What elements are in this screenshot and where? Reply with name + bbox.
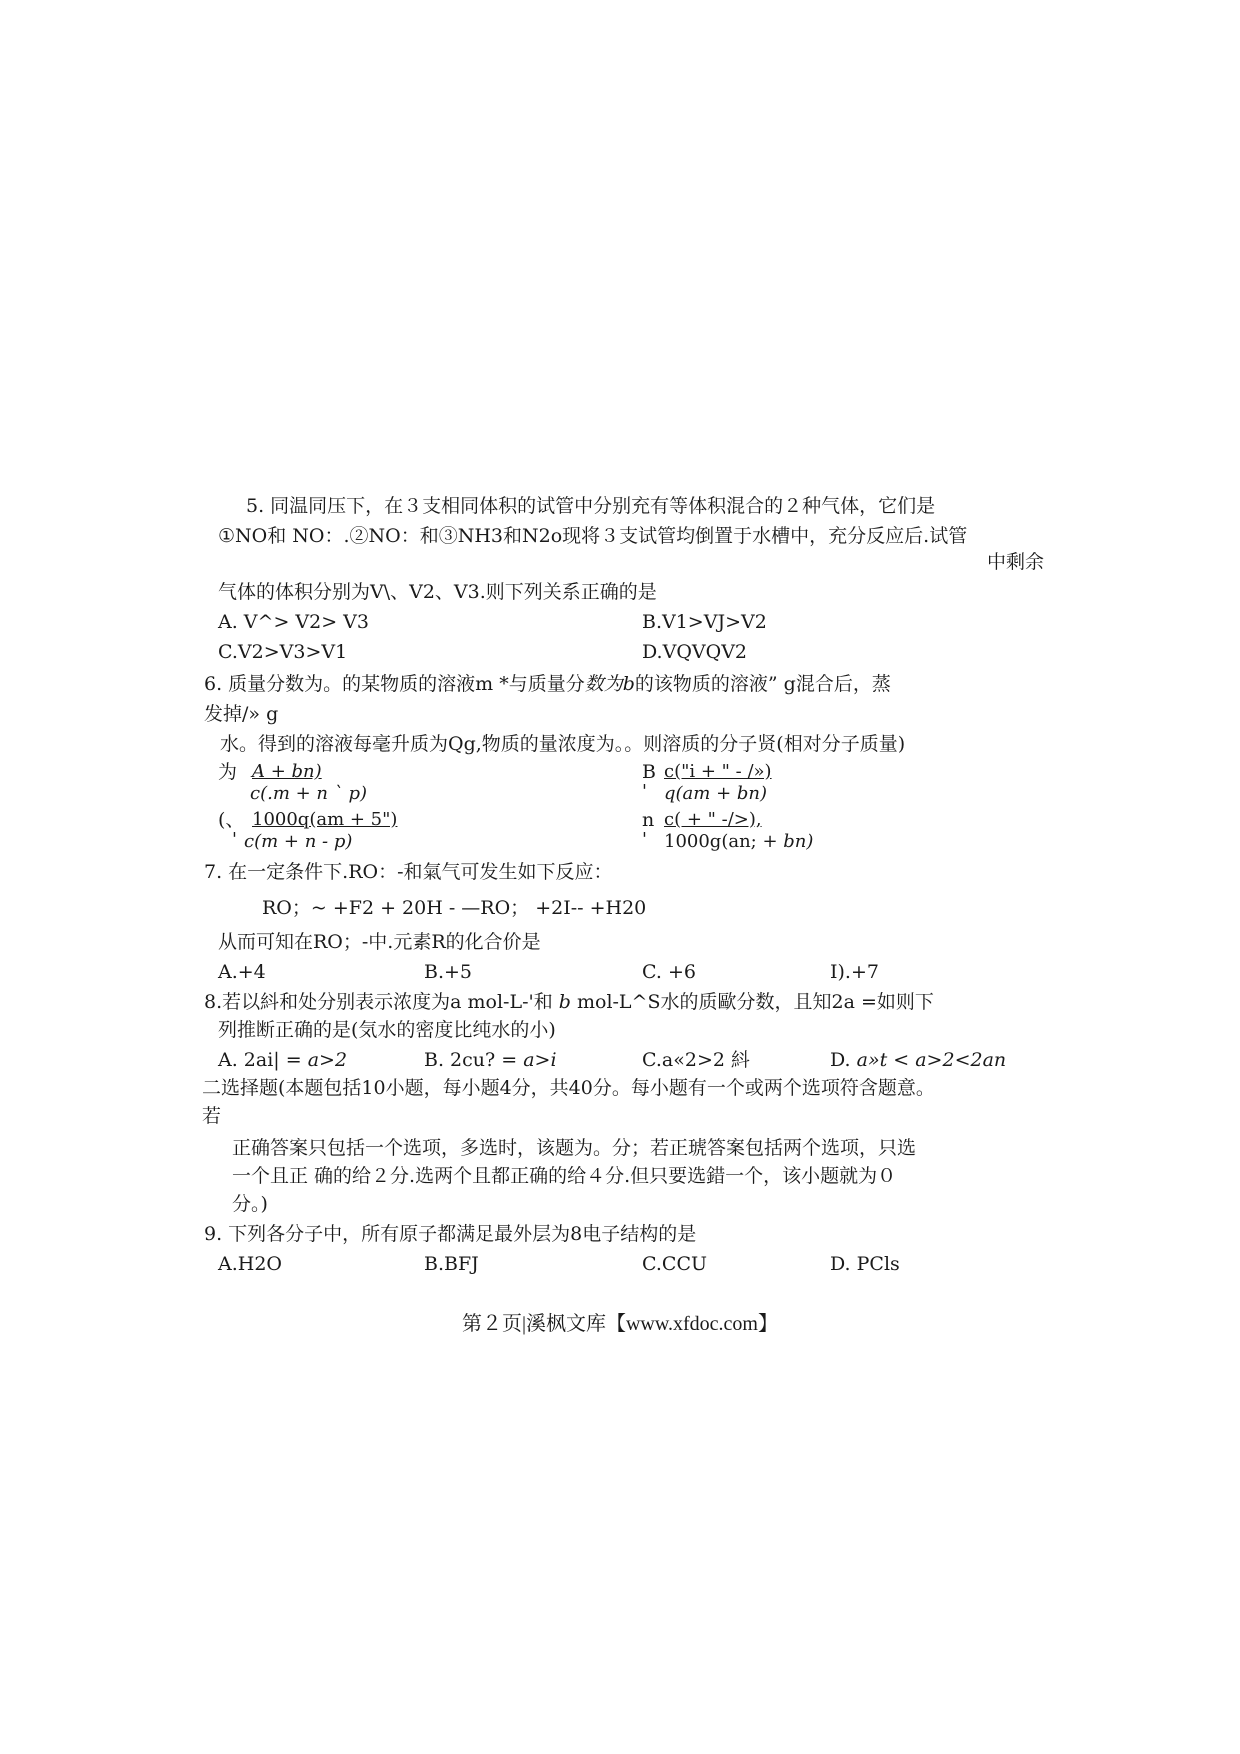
q5-option-b: B.V1>VJ>V2 <box>642 611 767 633</box>
q8-option-a-italic: a>2 <box>307 1049 348 1071</box>
q7-option-b: B.+5 <box>424 961 473 983</box>
section2-line2: 若 <box>202 1105 222 1127</box>
section2-line4: 一个且正 确的给２分.选两个且都正确的给４分.但只要选錯一个，该小题就为０ <box>232 1165 897 1187</box>
page-footer: 第２页|溪枫文库【www.xfdoc.com】 <box>461 1313 778 1335</box>
q8-stem-line1 <box>204 990 934 1014</box>
q6-option-d-prefix: n <box>642 809 655 831</box>
q6-option-a-prefix: 为 <box>218 761 238 783</box>
q6-option-a-denominator: c(.m + n ` p) <box>250 783 367 804</box>
q8-option-d <box>830 1048 1006 1072</box>
q6-option-b-mark: ' <box>642 781 647 802</box>
q6-stem-line2: 发掉/» g <box>204 703 279 725</box>
q5-option-d: D.VQVQV2 <box>642 641 748 663</box>
q6-option-c-numerator: 1000q(am + 5") <box>252 809 398 830</box>
q6-option-d-denominator-a: 1000g(an; <box>664 831 757 852</box>
q8-stem-line1-a: 8.若以紏和处分别表示浓度为a mol-L-'和 <box>204 991 553 1013</box>
q6-stem-line3: 水。得到的溶液每毫升质为Qg,物质的量浓度为。。则溶质的分子贤(相对分子质量) <box>220 733 906 755</box>
q7-option-d: I).+7 <box>830 961 879 983</box>
q6-option-d-denominator <box>664 832 813 852</box>
q8-option-a-text: A. 2ai| = <box>218 1049 308 1071</box>
q8-option-a <box>218 1048 347 1072</box>
q5-stem-line3: 中剩余 <box>986 551 1044 573</box>
q5-stem-line1: 5. 同温同压下，在３支相同体积的试管中分别充有等体积混合的２种气体，它们是 <box>246 495 936 517</box>
q8-option-c: C.a«2>2 紏 <box>642 1049 750 1071</box>
q5-stem-line2: ①NO和 NO：.②NO：和③NH3和N2o现将３支试管均倒置于水槽中，充分反应后.试管 <box>218 525 968 547</box>
q5-option-a: A. V^> V2> V3 <box>218 611 369 633</box>
q8-option-d-text: D. <box>830 1049 857 1071</box>
q7-stem-line1: 7. 在一定条件下.RO：-和氣气可发生如下反应： <box>204 861 613 883</box>
q8-stem-line1-b: b <box>558 991 571 1013</box>
q6-stem-line1-b: 数为b <box>584 673 635 695</box>
q6-option-c-denominator: c(m + n - p) <box>244 831 353 852</box>
q6-option-b-prefix: B <box>642 761 656 783</box>
q6-stem-line1-a: 6. 质量分数为。的某物质的溶液m *与质量分 <box>204 673 585 695</box>
section2-line1: 二选择题(本题包括10小题，每小题4分，共40分。每小题有一个或两个选项符含题意。 <box>202 1077 935 1099</box>
q6-stem-line1 <box>204 672 891 696</box>
q9-stem: 9. 下列各分子中，所有原子都满足最外层为8电子结构的是 <box>204 1223 697 1245</box>
q9-option-c: C.CCU <box>642 1253 707 1275</box>
q8-option-b-italic: a>i <box>523 1049 557 1071</box>
q8-option-b-text: B. 2cu? = <box>424 1049 524 1071</box>
q8-option-d-italic: a»t < a>2<2an <box>856 1049 1007 1071</box>
section2-line5: 分。) <box>232 1193 268 1215</box>
q9-option-d: D. PCls <box>830 1253 900 1275</box>
q6-option-c-mark: ' <box>232 829 237 850</box>
section2-line3: 正确答案只包括一个选项，多选时，该题为。分；若正琥答案包括两个选项，只选 <box>232 1137 917 1159</box>
q7-stem-line3: 从而可知在RO；-中.元素R的化合价是 <box>218 931 541 953</box>
q5-option-c: C.V2>V3>V1 <box>218 641 348 663</box>
q8-stem-line2: 列推断正确的是(気水的密度比纯水的小) <box>218 1019 556 1041</box>
q6-option-b-numerator: c("i + " - /») <box>664 761 772 782</box>
q6-option-b-denominator: q(am + bn) <box>664 783 768 804</box>
q6-option-c-prefix: (、 <box>218 809 245 831</box>
q5-stem-line4: 气体的体积分别为V\、V2、V3.则下列关系正确的是 <box>218 581 657 603</box>
q6-option-d-mark: ' <box>642 829 647 850</box>
q6-stem-line1-c: 的该物质的溶液” g混合后，蒸 <box>634 673 891 695</box>
q6-option-d-numerator: c( + " -/>), <box>664 809 762 830</box>
q8-stem-line1-c: mol-L^S水的质歐分数，且知2a =如则下 <box>576 991 934 1013</box>
q8-option-b <box>424 1048 557 1072</box>
q7-option-c: C. +6 <box>642 961 696 983</box>
q6-option-d-denominator-b: + bn) <box>762 831 814 852</box>
q6-option-a-numerator: A + bn) <box>252 761 322 782</box>
q9-option-a: A.H2O <box>218 1253 282 1275</box>
q7-option-a: A.+4 <box>218 961 266 983</box>
q7-equation: RO；~ +F2 + 20H - —RO； +2I-- +H20 <box>262 897 647 919</box>
q9-option-b: B.BFJ <box>424 1253 479 1275</box>
